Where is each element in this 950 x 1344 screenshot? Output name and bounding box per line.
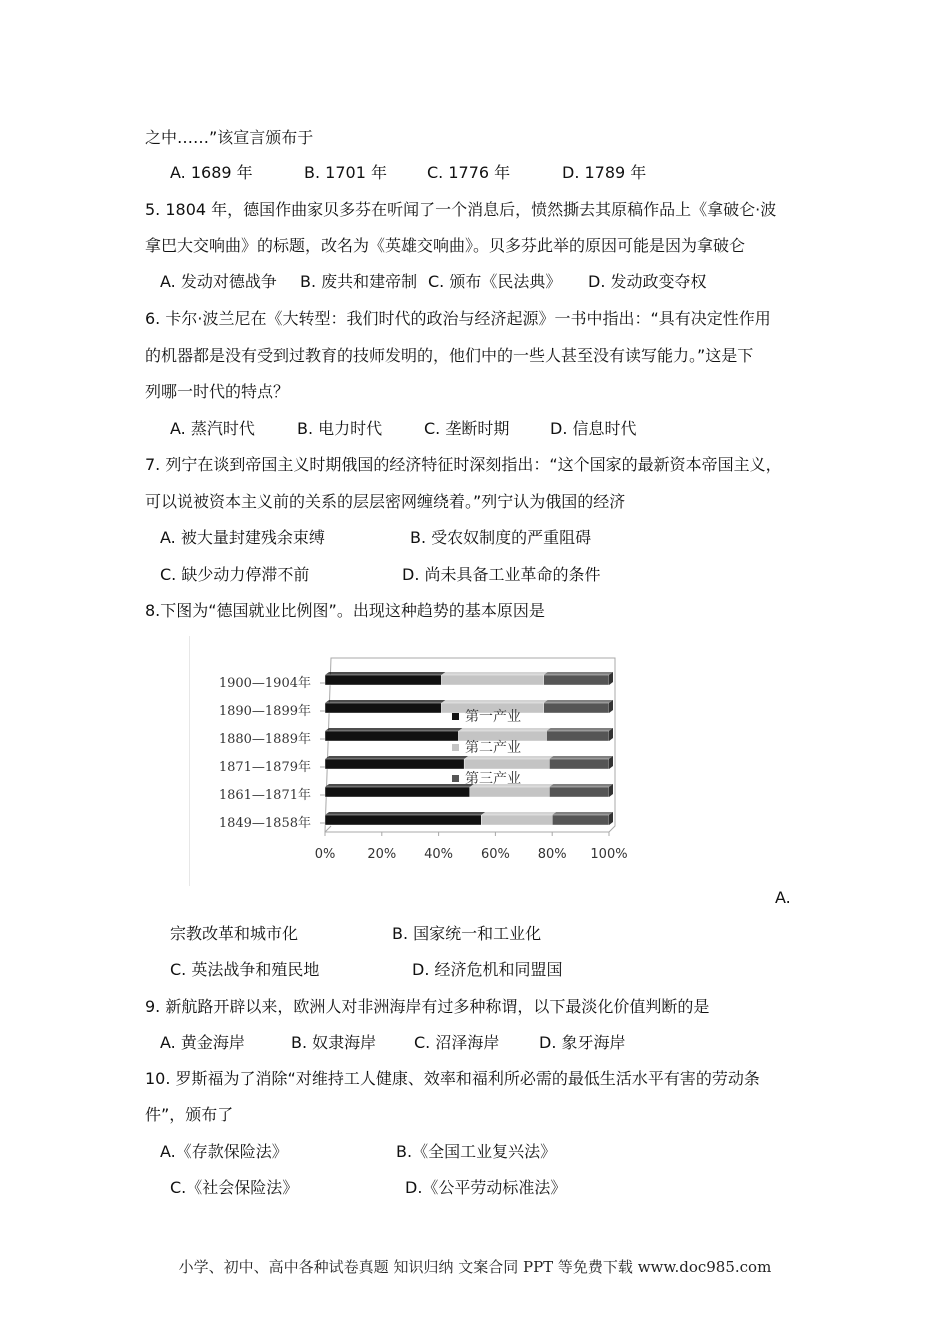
- bar-segment: [481, 815, 552, 825]
- bar-top-第三产业: [544, 700, 613, 703]
- bar-segment: [325, 759, 464, 769]
- q10-option-d: D.《公平劳动标准法》: [405, 1178, 567, 1197]
- page-footer: 小学、初中、高中各种试卷真题 知识归纳 文案合同 PPT 等免费下载 www.doc985.com: [178, 1258, 772, 1276]
- bar-top-第一产业: [325, 756, 468, 759]
- q9-option-b: B. 奴隶海岸: [291, 1033, 377, 1052]
- bar-segment: [325, 731, 458, 741]
- q6-option-d: D. 信息时代: [550, 419, 637, 438]
- bar-segment: [549, 759, 609, 769]
- q5-option-c: C. 颁布《民法典》: [428, 272, 562, 291]
- bar-top-第二产业: [441, 672, 547, 675]
- legend-label: 第三产业: [465, 771, 521, 787]
- bar-segment: [552, 815, 609, 825]
- q4-option-d: D. 1789 年: [562, 163, 647, 182]
- q10-line-1: 10. 罗斯福为了消除“对维持工人健康、效率和福利所必需的最低生活水平有害的劳动条: [145, 1069, 760, 1088]
- q9-line: 9. 新航路开辟以来，欧洲人对非洲海岸有过多种称谓，以下最淡化价值判断的是: [145, 997, 710, 1016]
- chart-floor-edge: [325, 826, 331, 832]
- q7-option-a: A. 被大量封建残余束缚: [160, 528, 325, 547]
- bar-top-第一产业: [325, 672, 445, 675]
- bar-top-第二产业: [481, 812, 556, 815]
- legend-swatch: [452, 744, 459, 751]
- legend-swatch: [452, 775, 459, 782]
- x-tick-label: 60%: [480, 847, 510, 862]
- legend-swatch: [452, 713, 459, 720]
- q8-option-c: C. 英法战争和殖民地: [170, 960, 320, 979]
- legend-label: 第二产业: [465, 740, 521, 756]
- q5-line-2: 拿巴大交响曲》的标题，改名为《英雄交响曲》。贝多芬此举的原因可能是因为拿破仑: [145, 236, 746, 255]
- q5-option-a: A. 发动对德战争: [160, 272, 277, 291]
- q7-option-c: C. 缺少动力停滞不前: [160, 565, 310, 584]
- y-tick-label: 1849—1858年: [218, 816, 311, 831]
- bar-top-第一产业: [325, 812, 485, 815]
- x-tick-label: 80%: [537, 847, 567, 862]
- q6-line-2: 的机器都是没有受到过教育的技师发明的，他们中的一些人甚至没有读写能力。”这是下: [145, 346, 754, 365]
- q6-option-a: A. 蒸汽时代: [170, 419, 255, 438]
- bar-segment: [325, 703, 441, 713]
- bar-top-第三产业: [544, 672, 613, 675]
- bar-top-第三产业: [549, 784, 613, 787]
- bar-top-第一产业: [325, 728, 462, 731]
- q5-option-d: D. 发动政变夺权: [588, 272, 707, 291]
- bar-segment: [547, 731, 609, 741]
- bar-top-第二产业: [441, 700, 547, 703]
- q9-option-c: C. 沼泽海岸: [414, 1033, 500, 1052]
- q7-line-1: 7. 列宁在谈到帝国主义时期俄国的经济特征时深刻指出：“这个国家的最新资本帝国主义，: [145, 455, 782, 474]
- bar-top-第三产业: [547, 728, 613, 731]
- q8-option-b: B. 国家统一和工业化: [392, 924, 542, 943]
- x-tick-label: 100%: [590, 847, 628, 862]
- bar-segment: [470, 787, 550, 797]
- y-tick-label: 1880—1889年: [218, 732, 311, 747]
- q4-option-a: A. 1689 年: [170, 163, 253, 182]
- q10-option-b: B.《全国工业复兴法》: [396, 1142, 557, 1161]
- q10-option-a: A.《存款保险法》: [160, 1142, 288, 1161]
- x-tick-label: 40%: [424, 847, 454, 862]
- q5-line-1: 5. 1804 年，德国作曲家贝多芬在听闻了一个消息后，愤然撕去其原稿作品上《拿破仑·波: [145, 200, 777, 219]
- x-tick-label: 0%: [314, 847, 336, 862]
- bar-segment: [441, 675, 543, 685]
- employment-chart-svg: [189, 636, 629, 886]
- bar-segment: [544, 675, 609, 685]
- q6-option-b: B. 电力时代: [297, 419, 383, 438]
- y-tick-label: 1861—1871年: [218, 788, 311, 803]
- q9-option-a: A. 黄金海岸: [160, 1033, 245, 1052]
- y-tick-label: 1871—1879年: [218, 760, 311, 775]
- y-tick-label: 1890—1899年: [218, 704, 311, 719]
- q9-option-d: D. 象牙海岸: [539, 1033, 626, 1052]
- q8-option-a-text: 宗教改革和城市化: [170, 924, 299, 943]
- q8-line: 8.下图为“德国就业比例图”。出现这种趋势的基本原因是: [145, 601, 545, 620]
- bar-segment: [549, 787, 609, 797]
- q5-option-b: B. 废共和建帝制: [300, 272, 418, 291]
- bar-segment: [325, 675, 441, 685]
- q4-option-b: B. 1701 年: [304, 163, 387, 182]
- bar-top-第二产业: [458, 728, 550, 731]
- q4-option-c: C. 1776 年: [427, 163, 511, 182]
- bar-segment: [464, 759, 549, 769]
- q7-option-d: D. 尚未具备工业革命的条件: [402, 565, 601, 584]
- q8-option-a-label: A.: [775, 888, 791, 907]
- x-tick-label: 20%: [367, 847, 397, 862]
- q4-text: 之中……”该宣言颁布于: [145, 128, 314, 147]
- bar-top-第三产业: [552, 812, 613, 815]
- q7-option-b: B. 受农奴制度的严重阻碍: [410, 528, 592, 547]
- q8-option-d: D. 经济危机和同盟国: [412, 960, 563, 979]
- bar-top-第一产业: [325, 784, 474, 787]
- employment-chart: [189, 636, 629, 886]
- bar-top-第一产业: [325, 700, 445, 703]
- q6-line-1: 6. 卡尔·波兰尼在《大转型：我们时代的政治与经济起源》一书中指出：“具有决定性作用: [145, 309, 771, 328]
- bar-segment: [544, 703, 609, 713]
- q7-line-2: 可以说被资本主义前的关系的层层密网缠绕着。”列宁认为俄国的经济: [145, 492, 626, 511]
- bar-segment: [325, 815, 481, 825]
- bar-segment: [325, 787, 470, 797]
- q6-option-c: C. 垄断时期: [424, 419, 510, 438]
- q10-line-2: 件”，颁布了: [145, 1105, 234, 1124]
- q6-line-3: 列哪一时代的特点？: [145, 382, 290, 401]
- q10-option-c: C.《社会保险法》: [170, 1178, 299, 1197]
- bar-top-第三产业: [549, 756, 613, 759]
- bar-top-第二产业: [464, 756, 553, 759]
- legend-label: 第一产业: [465, 709, 521, 725]
- y-tick-label: 1900—1904年: [218, 676, 311, 691]
